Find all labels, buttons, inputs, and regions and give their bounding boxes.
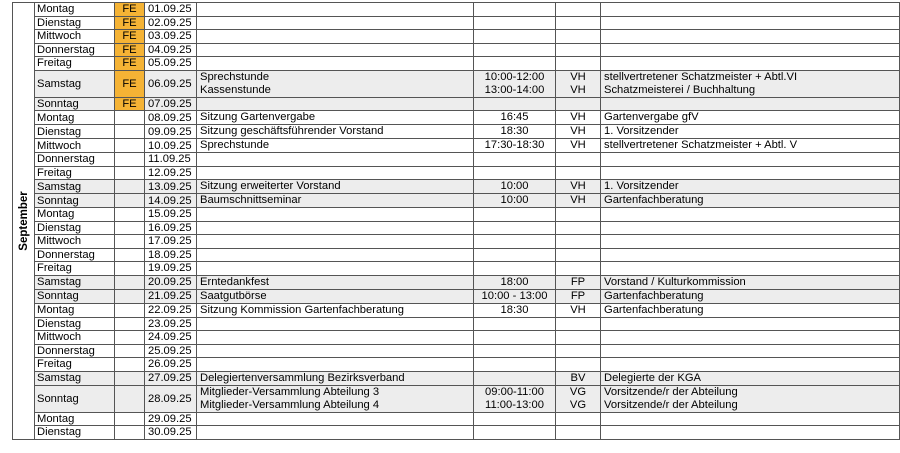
responsible-cell <box>601 180 900 194</box>
ferien-cell <box>115 166 145 180</box>
date-cell: 28.09.25 <box>145 385 197 412</box>
ferien-cell <box>115 426 145 440</box>
event-cell <box>197 262 474 276</box>
event-cell <box>197 139 474 153</box>
table-row <box>13 57 900 71</box>
responsible-cell <box>601 426 900 440</box>
responsible-cell <box>601 57 900 71</box>
location-cell <box>556 344 601 358</box>
location-line: VG <box>569 385 587 398</box>
ferien-cell: FE <box>115 57 145 71</box>
responsible-line: Vorsitzende/r der Abteilung <box>604 398 738 411</box>
location-cell <box>556 235 601 249</box>
table-row <box>13 289 900 303</box>
date-cell: 18.09.25 <box>145 248 197 262</box>
ferien-cell: FE <box>115 43 145 57</box>
event-cell <box>197 180 474 194</box>
time-line <box>476 372 553 385</box>
weekday-cell: Samstag <box>35 70 115 97</box>
date-cell: 10.09.25 <box>145 139 197 153</box>
time-line: 18:00 <box>500 275 529 288</box>
ferien-cell <box>115 371 145 385</box>
ferien-cell <box>115 180 145 194</box>
weekday-cell: Montag <box>35 3 115 17</box>
responsible-cell <box>601 166 900 180</box>
responsible-cell <box>601 412 900 426</box>
time-cell <box>474 139 556 153</box>
time-line: 13:00-14:00 <box>484 83 545 96</box>
time-line: 10:00 <box>500 194 529 206</box>
table-row <box>13 426 900 440</box>
weekday-cell: Dienstag <box>35 16 115 30</box>
weekday-cell: Samstag <box>35 180 115 194</box>
responsible-cell <box>601 194 900 208</box>
responsible-cell <box>601 208 900 222</box>
date-cell: 01.09.25 <box>145 3 197 17</box>
weekday-cell: Freitag <box>35 166 115 180</box>
table-row <box>13 331 900 345</box>
date-cell: 12.09.25 <box>145 166 197 180</box>
table-row <box>13 70 900 97</box>
responsible-cell <box>601 3 900 17</box>
date-cell: 14.09.25 <box>145 194 197 208</box>
ferien-cell: FE <box>115 30 145 44</box>
time-line: 16:45 <box>500 111 529 123</box>
weekday-cell: Samstag <box>35 275 115 289</box>
time-cell <box>474 3 556 17</box>
responsible-cell <box>601 139 900 153</box>
time-line: 10:00 <box>500 180 529 192</box>
table-row <box>13 97 900 111</box>
responsible-cell <box>601 385 900 412</box>
weekday-cell: Montag <box>35 111 115 125</box>
weekday-cell: Montag <box>35 208 115 222</box>
responsible-cell <box>601 289 900 303</box>
location-cell <box>556 180 601 194</box>
time-line: 10:00-12:00 <box>484 70 545 83</box>
event-cell <box>197 412 474 426</box>
table-row <box>13 16 900 30</box>
event-cell <box>197 275 474 289</box>
date-cell: 04.09.25 <box>145 43 197 57</box>
calendar-sheet <box>12 2 900 440</box>
event-line: Mitglieder-Versammlung Abteilung 3 <box>200 385 380 398</box>
date-cell: 03.09.25 <box>145 30 197 44</box>
date-cell: 06.09.25 <box>145 70 197 97</box>
table-row <box>13 180 900 194</box>
location-cell <box>556 111 601 125</box>
table-row <box>13 412 900 426</box>
location-cell <box>556 331 601 345</box>
table-row <box>13 371 900 385</box>
responsible-cell <box>601 358 900 372</box>
responsible-line: Gartenvergabe gfV <box>604 111 699 123</box>
responsible-cell <box>601 331 900 345</box>
location-cell <box>556 194 601 208</box>
weekday-cell: Mittwoch <box>35 235 115 249</box>
responsible-cell <box>601 303 900 317</box>
location-cell <box>556 303 601 317</box>
location-line: BV <box>570 371 586 384</box>
date-cell: 05.09.25 <box>145 57 197 71</box>
event-cell <box>197 166 474 180</box>
event-cell <box>197 331 474 345</box>
weekday-cell: Freitag <box>35 262 115 276</box>
event-cell <box>197 111 474 125</box>
event-cell <box>197 208 474 222</box>
event-line: Sitzung Gartenvergabe <box>200 111 316 123</box>
ferien-cell <box>115 289 145 303</box>
weekday-cell: Freitag <box>35 57 115 71</box>
table-row <box>13 125 900 139</box>
month-label-cell <box>13 3 35 440</box>
table-row <box>13 166 900 180</box>
event-cell <box>197 43 474 57</box>
date-cell: 20.09.25 <box>145 275 197 289</box>
event-cell <box>197 3 474 17</box>
table-row <box>13 344 900 358</box>
time-cell <box>474 180 556 194</box>
event-cell <box>197 153 474 167</box>
weekday-cell: Sonntag <box>35 194 115 208</box>
time-cell <box>474 289 556 303</box>
event-line: Kassenstunde <box>200 83 271 96</box>
ferien-cell <box>115 111 145 125</box>
table-row <box>13 248 900 262</box>
weekday-cell: Donnerstag <box>35 43 115 57</box>
location-cell <box>556 70 601 97</box>
time-cell <box>474 70 556 97</box>
ferien-cell <box>115 153 145 167</box>
table-row <box>13 262 900 276</box>
date-cell: 13.09.25 <box>145 180 197 194</box>
location-cell <box>556 30 601 44</box>
responsible-cell <box>601 262 900 276</box>
location-cell <box>556 289 601 303</box>
time-cell <box>474 208 556 222</box>
weekday-cell: Donnerstag <box>35 153 115 167</box>
date-cell: 24.09.25 <box>145 331 197 345</box>
weekday-cell: Mittwoch <box>35 30 115 44</box>
table-row <box>13 153 900 167</box>
weekday-cell: Montag <box>35 303 115 317</box>
event-line: Sitzung Kommission Gartenfachberatung <box>200 303 404 316</box>
responsible-line: Vorstand / Kulturkommission <box>604 275 746 288</box>
location-cell <box>556 248 601 262</box>
weekday-cell: Donnerstag <box>35 344 115 358</box>
location-cell <box>556 166 601 180</box>
date-cell: 26.09.25 <box>145 358 197 372</box>
responsible-cell <box>601 111 900 125</box>
ferien-cell <box>115 412 145 426</box>
ferien-cell <box>115 344 145 358</box>
ferien-cell <box>115 317 145 331</box>
time-cell <box>474 125 556 139</box>
time-line: 11:00-13:00 <box>485 398 544 411</box>
time-cell <box>474 166 556 180</box>
location-cell <box>556 97 601 111</box>
ferien-cell <box>115 385 145 412</box>
location-line: FP <box>570 275 586 288</box>
location-line: VH <box>570 303 586 316</box>
time-cell <box>474 371 556 385</box>
table-row <box>13 358 900 372</box>
ferien-cell <box>115 235 145 249</box>
weekday-cell: Sonntag <box>35 289 115 303</box>
location-line: VG <box>569 398 587 411</box>
ferien-cell <box>115 248 145 262</box>
ferien-cell <box>115 125 145 139</box>
ferien-cell <box>115 358 145 372</box>
responsible-cell <box>601 70 900 97</box>
event-cell <box>197 30 474 44</box>
time-line: 17:30-18:30 <box>484 139 545 151</box>
date-cell: 08.09.25 <box>145 111 197 125</box>
table-row <box>13 221 900 235</box>
table-row <box>13 303 900 317</box>
date-cell: 17.09.25 <box>145 235 197 249</box>
time-cell <box>474 303 556 317</box>
location-cell <box>556 275 601 289</box>
date-cell: 23.09.25 <box>145 317 197 331</box>
ferien-cell <box>115 275 145 289</box>
schedule-body <box>13 3 900 440</box>
location-line: VH <box>570 111 586 123</box>
time-cell <box>474 194 556 208</box>
time-cell <box>474 235 556 249</box>
table-row <box>13 111 900 125</box>
table-row <box>13 139 900 153</box>
responsible-cell <box>601 153 900 167</box>
weekday-cell: Dienstag <box>35 317 115 331</box>
date-cell: 30.09.25 <box>145 426 197 440</box>
weekday-cell: Montag <box>35 412 115 426</box>
event-cell <box>197 194 474 208</box>
location-cell <box>556 221 601 235</box>
event-cell <box>197 344 474 358</box>
date-cell: 11.09.25 <box>145 153 197 167</box>
date-cell: 09.09.25 <box>145 125 197 139</box>
event-cell <box>197 221 474 235</box>
event-cell <box>197 385 474 412</box>
responsible-cell <box>601 30 900 44</box>
date-cell: 02.09.25 <box>145 16 197 30</box>
responsible-line: Vorsitzende/r der Abteilung <box>604 385 738 398</box>
event-cell <box>197 70 474 97</box>
weekday-cell: Dienstag <box>35 426 115 440</box>
event-cell <box>197 371 474 385</box>
weekday-cell: Donnerstag <box>35 248 115 262</box>
location-cell <box>556 317 601 331</box>
location-line: VH <box>570 139 586 151</box>
time-cell <box>474 262 556 276</box>
ferien-cell <box>115 139 145 153</box>
responsible-cell <box>601 235 900 249</box>
location-cell <box>556 208 601 222</box>
responsible-line: Delegierte der KGA <box>604 371 702 384</box>
table-row <box>13 235 900 249</box>
responsible-cell <box>601 371 900 385</box>
weekday-cell: Sonntag <box>35 97 115 111</box>
time-line: 18:30 <box>500 125 529 137</box>
time-cell <box>474 153 556 167</box>
responsible-cell <box>601 221 900 235</box>
location-cell <box>556 371 601 385</box>
location-cell <box>556 385 601 412</box>
date-cell: 22.09.25 <box>145 303 197 317</box>
ferien-cell: FE <box>115 16 145 30</box>
event-cell <box>197 303 474 317</box>
ferien-cell: FE <box>115 3 145 17</box>
weekday-cell: Sonntag <box>35 385 115 412</box>
event-line: Sitzung erweiterter Vorstand <box>200 180 341 192</box>
event-line: Delegiertenversammlung Bezirksverband <box>200 371 405 384</box>
date-cell: 19.09.25 <box>145 262 197 276</box>
location-line: VH <box>570 194 586 206</box>
responsible-line: 1. Vorsitzender <box>604 180 679 192</box>
weekday-cell: Mittwoch <box>35 139 115 153</box>
location-cell <box>556 43 601 57</box>
month-label: September <box>17 191 30 251</box>
location-line: FP <box>570 289 586 302</box>
schedule-table <box>12 2 900 440</box>
responsible-cell <box>601 275 900 289</box>
responsible-line: Gartenfachberatung <box>604 194 704 206</box>
weekday-cell: Dienstag <box>35 125 115 139</box>
location-cell <box>556 139 601 153</box>
table-row <box>13 208 900 222</box>
event-cell <box>197 317 474 331</box>
date-cell: 29.09.25 <box>145 412 197 426</box>
date-cell: 07.09.25 <box>145 97 197 111</box>
time-cell <box>474 317 556 331</box>
ferien-cell <box>115 262 145 276</box>
location-cell <box>556 125 601 139</box>
ferien-cell <box>115 221 145 235</box>
responsible-line: Gartenfachberatung <box>604 303 704 316</box>
responsible-line: stellvertretener Schatzmeister + Abtl.VI <box>604 70 798 83</box>
location-line: VH <box>570 180 586 192</box>
location-cell <box>556 153 601 167</box>
date-cell: 16.09.25 <box>145 221 197 235</box>
time-line: 10:00 - 13:00 <box>481 289 548 302</box>
ferien-cell: FE <box>115 70 145 97</box>
location-cell <box>556 57 601 71</box>
time-line: 18:30 <box>500 303 529 316</box>
ferien-cell: FE <box>115 97 145 111</box>
time-line: 09:00-11:00 <box>485 385 544 398</box>
time-cell <box>474 43 556 57</box>
responsible-cell <box>601 344 900 358</box>
time-cell <box>474 344 556 358</box>
time-cell <box>474 426 556 440</box>
location-line: VH <box>570 83 586 96</box>
location-line: VH <box>570 125 586 137</box>
ferien-cell <box>115 331 145 345</box>
time-cell <box>474 248 556 262</box>
table-row <box>13 317 900 331</box>
location-cell <box>556 412 601 426</box>
table-row <box>13 385 900 412</box>
event-line: Erntedankfest <box>200 275 270 288</box>
event-line: Baumschnittseminar <box>200 194 302 206</box>
ferien-cell <box>115 303 145 317</box>
date-cell: 15.09.25 <box>145 208 197 222</box>
responsible-cell <box>601 16 900 30</box>
event-cell <box>197 97 474 111</box>
event-cell <box>197 16 474 30</box>
time-cell <box>474 111 556 125</box>
time-cell <box>474 16 556 30</box>
location-line: VH <box>570 70 586 83</box>
weekday-cell: Samstag <box>35 371 115 385</box>
responsible-line: Schatzmeisterei / Buchhaltung <box>604 83 756 96</box>
responsible-cell <box>601 317 900 331</box>
responsible-cell <box>601 97 900 111</box>
time-cell <box>474 275 556 289</box>
time-cell <box>474 57 556 71</box>
responsible-cell <box>601 125 900 139</box>
time-cell <box>474 97 556 111</box>
time-cell <box>474 221 556 235</box>
location-cell <box>556 16 601 30</box>
weekday-cell: Freitag <box>35 358 115 372</box>
table-row <box>13 275 900 289</box>
ferien-cell <box>115 208 145 222</box>
responsible-line: Gartenfachberatung <box>604 289 704 302</box>
time-cell <box>474 331 556 345</box>
event-cell <box>197 125 474 139</box>
date-cell: 27.09.25 <box>145 371 197 385</box>
event-line: Sprechstunde <box>200 70 270 83</box>
time-cell <box>474 412 556 426</box>
table-row <box>13 43 900 57</box>
event-cell <box>197 248 474 262</box>
time-cell <box>474 30 556 44</box>
event-line: Mitglieder-Versammlung Abteilung 4 <box>200 398 380 411</box>
event-cell <box>197 289 474 303</box>
time-cell <box>474 385 556 412</box>
location-cell <box>556 358 601 372</box>
location-cell <box>556 262 601 276</box>
date-cell: 21.09.25 <box>145 289 197 303</box>
event-cell <box>197 57 474 71</box>
table-row <box>13 3 900 17</box>
table-row <box>13 30 900 44</box>
location-cell <box>556 3 601 17</box>
event-cell <box>197 426 474 440</box>
event-cell <box>197 358 474 372</box>
event-line: Sitzung geschäftsführender Vorstand <box>200 125 384 137</box>
weekday-cell: Mittwoch <box>35 331 115 345</box>
responsible-line: 1. Vorsitzender <box>604 125 679 137</box>
weekday-cell: Dienstag <box>35 221 115 235</box>
event-line: Sprechstunde <box>200 139 270 151</box>
responsible-cell <box>601 43 900 57</box>
table-row <box>13 194 900 208</box>
time-cell <box>474 358 556 372</box>
event-cell <box>197 235 474 249</box>
location-cell <box>556 426 601 440</box>
event-line: Saatgutbörse <box>200 289 267 302</box>
ferien-cell <box>115 194 145 208</box>
date-cell: 25.09.25 <box>145 344 197 358</box>
responsible-line: stellvertretener Schatzmeister + Abtl. V <box>604 139 798 151</box>
responsible-cell <box>601 248 900 262</box>
